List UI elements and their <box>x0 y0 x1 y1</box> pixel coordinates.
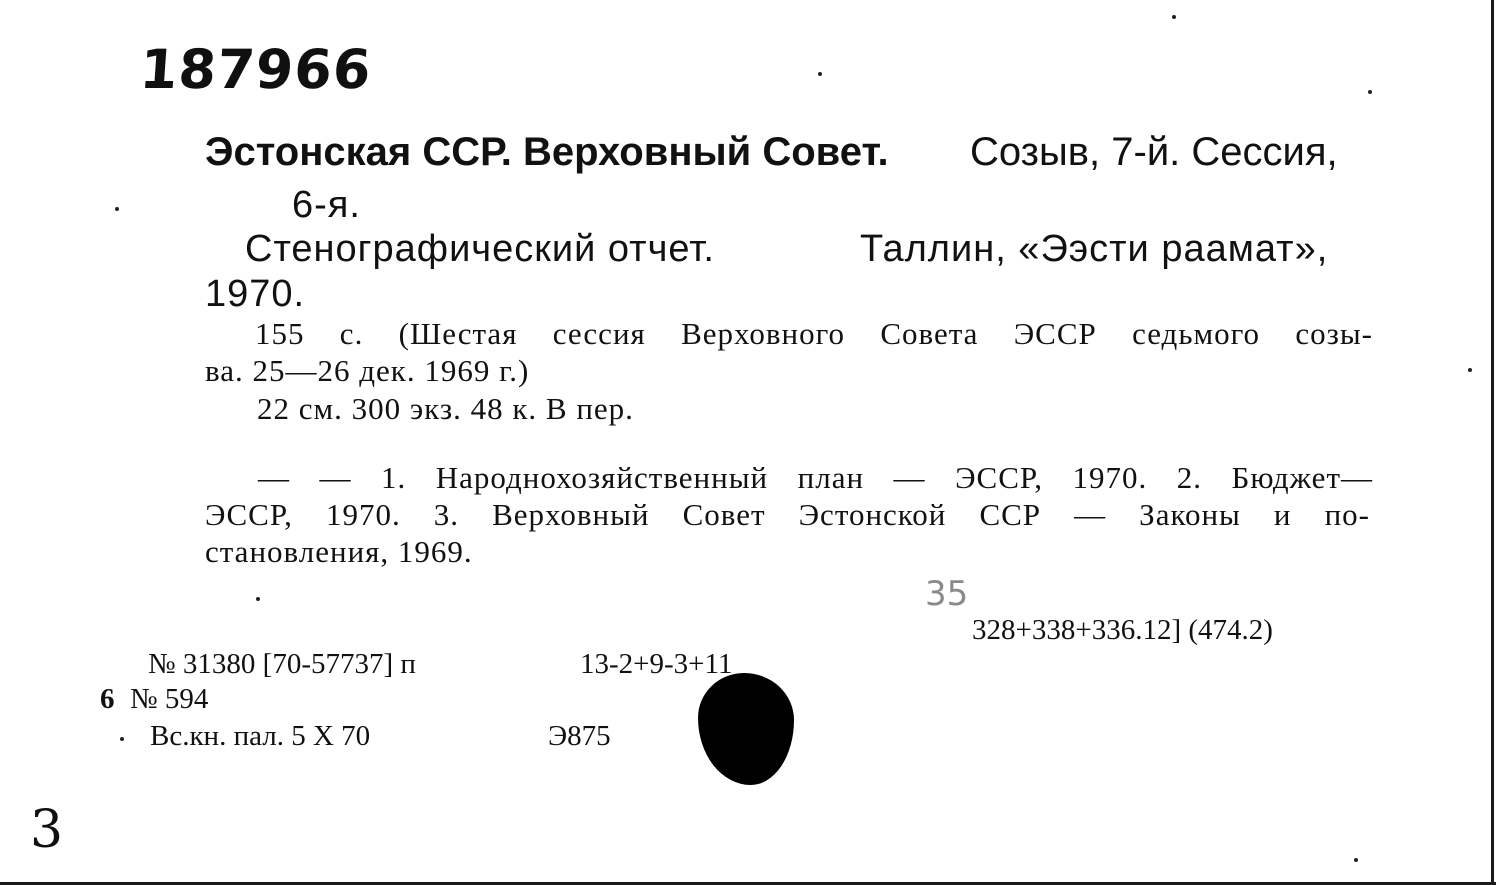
session-number: 6-я. <box>292 184 361 226</box>
faint-pencil-mark: 35 <box>925 574 969 614</box>
registry-number: № 594 <box>130 683 209 715</box>
speck <box>818 72 822 76</box>
title-stenographic-report: Стенографический отчет. <box>245 228 715 270</box>
imprint-year: 1970. <box>205 273 306 315</box>
speck <box>1468 368 1472 372</box>
order-code: Э875 <box>548 720 611 752</box>
author-heading: Эстонская ССР. Верховный Совет. <box>205 130 889 174</box>
convocation-session: Созыв, 7-й. Сессия, <box>970 130 1338 174</box>
record-number: № 31380 [70-57737] п <box>148 648 416 680</box>
physical-description: 22 см. 300 экз. 48 к. В пер. <box>257 391 634 426</box>
collation-line-1: 155 с. (Шестая сессия Верховного Совета ЭССР седьмого созы- <box>255 316 1373 351</box>
imprint-publisher: Таллин, «Ээсти раамат», <box>860 228 1329 270</box>
collation-line-2: ва. 25—26 дек. 1969 г.) <box>205 353 530 388</box>
ink-blot <box>698 673 794 785</box>
bold-marker-digit: 6 <box>100 683 115 715</box>
subjects-line-1: — — 1. Народнохозяйственный план — ЭССР, 1970. 2. Бюджет— <box>258 460 1373 495</box>
speck <box>256 597 260 601</box>
speck <box>1354 858 1358 862</box>
classification-code: 13-2+9-3+11 <box>580 648 733 680</box>
card-right-edge <box>1491 0 1494 885</box>
corner-handwritten-mark: 3 <box>30 800 64 860</box>
speck <box>1368 90 1372 94</box>
book-chamber-stamp: Вс.кн. пал. 5 X 70 <box>150 720 371 752</box>
speck <box>1172 15 1176 19</box>
subjects-line-2: ЭССР, 1970. 3. Верховный Совет Эстонской ССР — Законы и по- <box>205 497 1370 532</box>
speck <box>120 737 124 741</box>
speck <box>115 207 119 211</box>
subjects-line-3: становления, 1969. <box>205 534 473 569</box>
card-number-handwritten: 187966 <box>137 38 374 101</box>
udc-classification: 328+338+336.12] (474.2) <box>972 614 1273 646</box>
